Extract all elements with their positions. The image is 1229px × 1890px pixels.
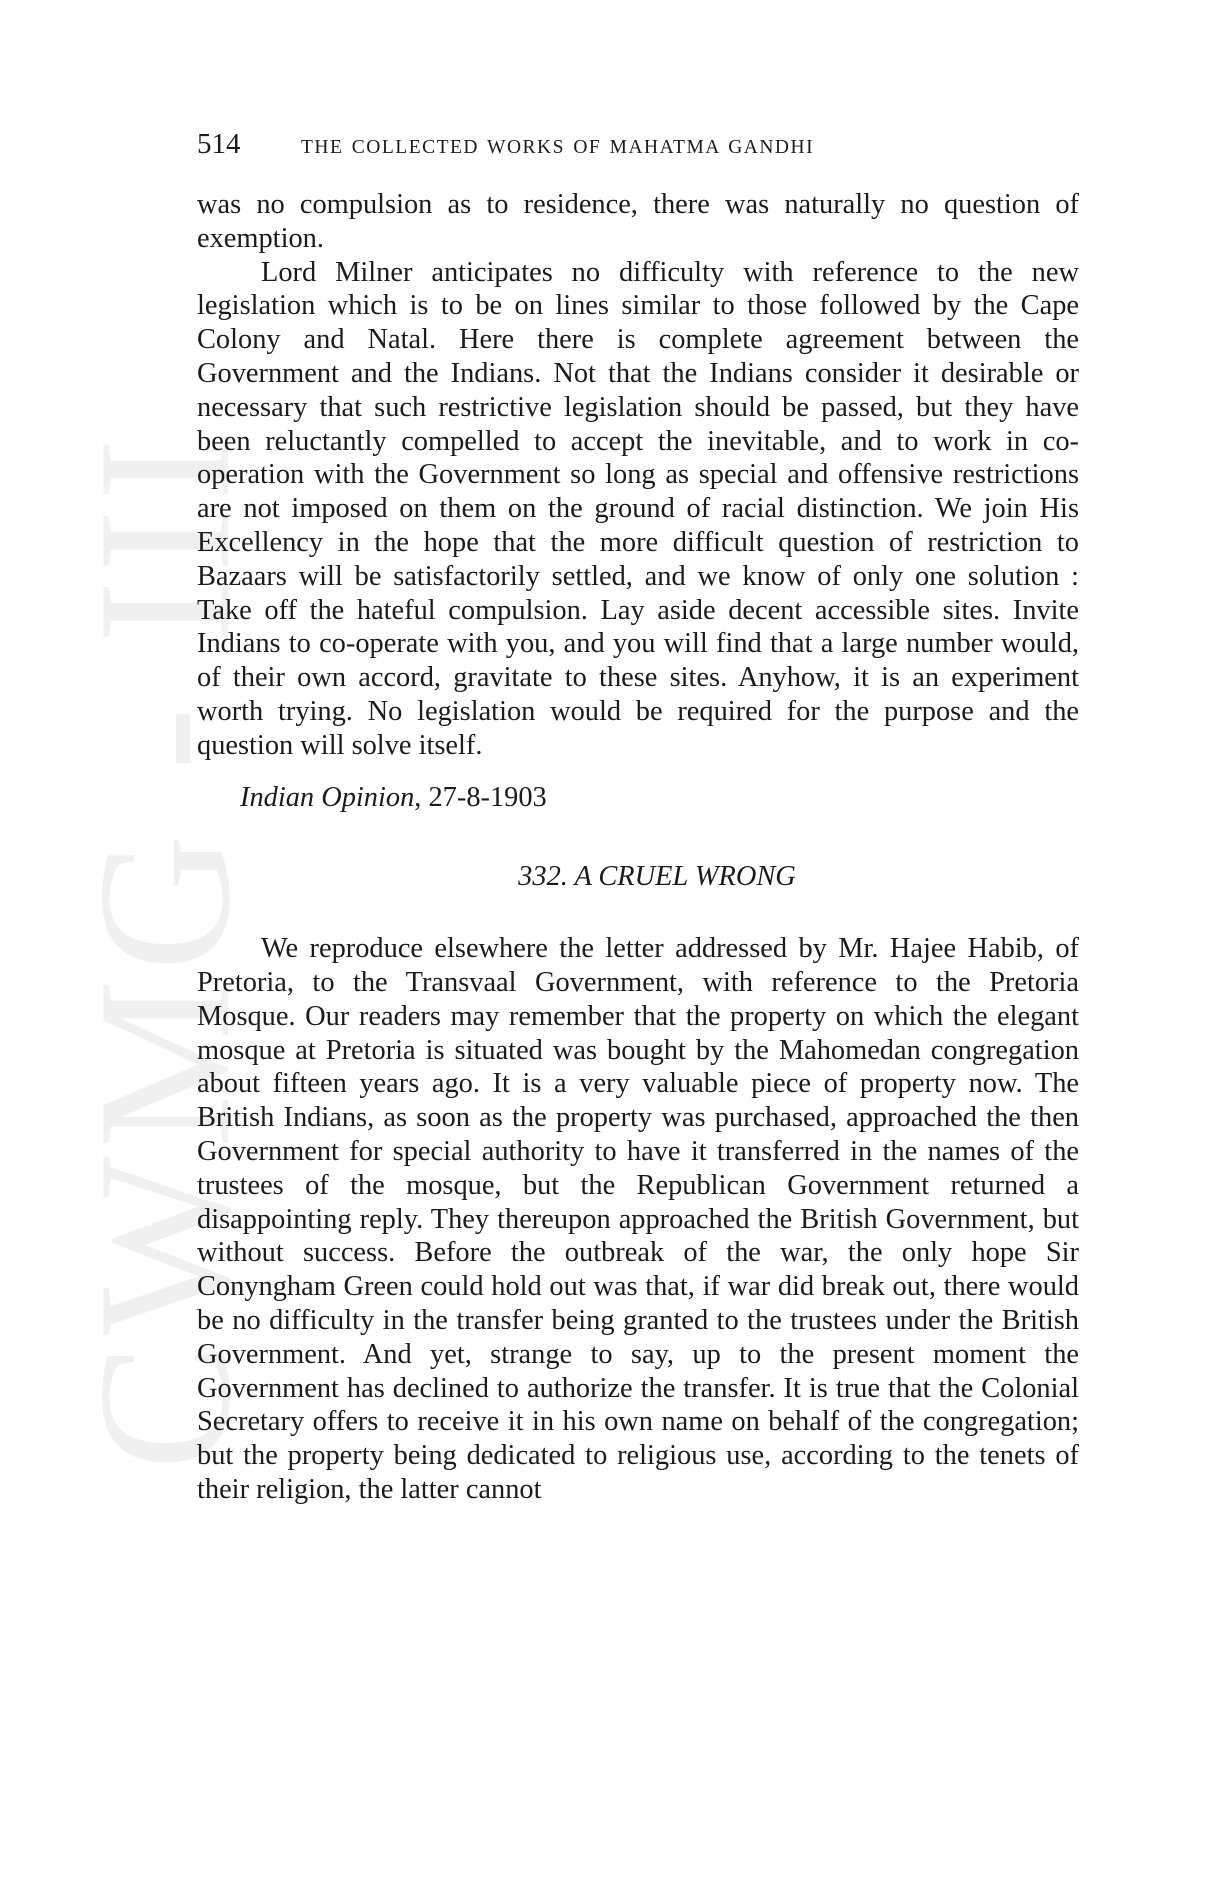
section-title: 332. A CRUEL WRONG (518, 861, 796, 893)
page-body (197, 128, 1079, 1507)
watermark-text: CWMG - III (60, 429, 270, 1471)
paragraph-lord-milner: Lord Milner anticipates no difficulty with reference to the new legislation which is to be on lines similar to those followed by the Cape Colony and Natal. Here there is complete agreement between the Government and the Indians. Not that the Indians consider it desirable or necessary that such restrictive legislation should be passed, but they have been reluctantly compelled to accept the inevitable, and to work in co-operation with the Government so long as special and offensive restrictions are not imposed on them on the ground of racial distinction. We join His Excellency in the hope that the more difficult question of restriction to Bazaars will be satisfactorily settled, and we know of only one solution : Take off the hateful compulsion. Lay aside decent accessible sites. Invite Indians to co-operate with you, and you will find that a large number would, of their own accord, gravitate to these sites. Anyhow, it is an experiment worth trying. No legislation would be required for the purpose and the question will solve itself. (197, 256, 1079, 761)
running-header (197, 128, 1079, 170)
paragraph-cruel-wrong: We reproduce elsewhere the letter addressed by Mr. Hajee Habib, of Pretoria, to the Transvaal Government, with reference to the Pretoria Mosque. Our readers may remember that the property on which the elegant mosque at Pretoria is situated was bought by the Mahomedan congregation about fifteen years ago. It is a very valuable piece of property now. The British Indians, as soon as the property was purchased, approached the then Government for special authority to have it transferred in the names of the trustees of the mosque, but the Republican Government returned a disappointing reply. They thereupon approached the British Government, but without success. Before the outbreak of the war, the only hope Sir Conyngham Green could hold out was that, if war did break out, there would be no difficulty in the transfer being granted to the trustees under the British Government. And yet, strange to say, up to the present moment the Government has declined to authorize the transfer. It is true that the Colonial Secretary offers to receive it in his own name on behalf of the congregation; but the property being dedicated to religious use, according to the tenets of their religion, the latter cannot (197, 933, 1079, 1505)
paragraph-continuation: was no compulsion as to residence, there was naturally no question of exemption. (197, 189, 1079, 254)
source-date: , 27-8-1903 (414, 781, 547, 813)
source-citation (197, 781, 1079, 815)
running-title: THE COLLECTED WORKS OF MAHATMA GANDHI (301, 137, 815, 158)
page-number: 514 (197, 128, 241, 160)
source-publication: Indian Opinion (240, 781, 415, 813)
